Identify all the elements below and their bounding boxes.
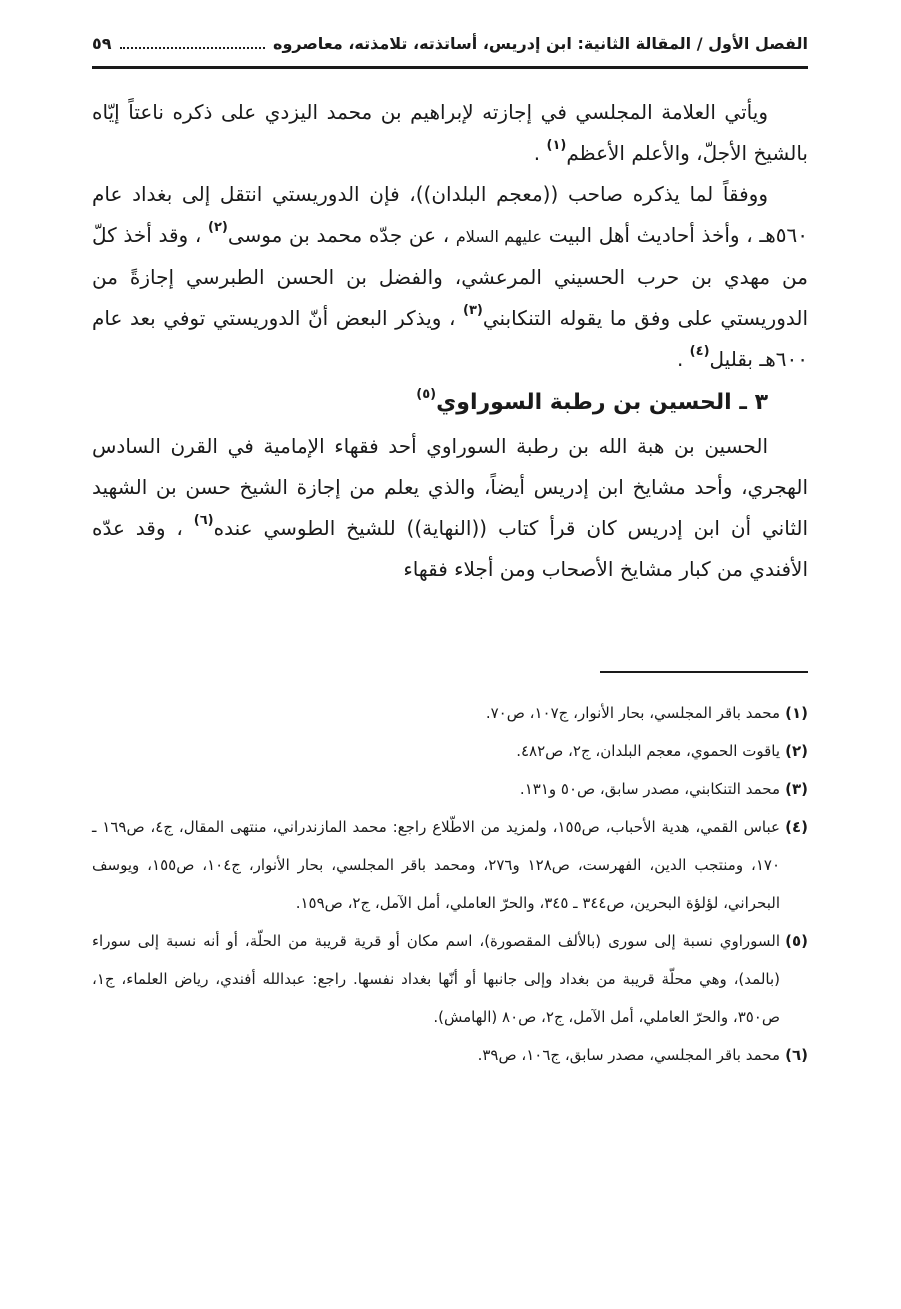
section-heading-text: ٣ ـ الحسين بن رطبة السوراوي	[436, 390, 768, 415]
paragraph-3	[92, 426, 808, 590]
footnote-number: (٤)	[785, 818, 808, 836]
footnote-text: ياقوت الحموي، معجم البلدان، ج٢، ص٤٨٢.	[516, 742, 780, 760]
footnote-text: السوراوي نسبة إلى سورى (بالألف المقصورة)، اسم مكان أو قرية قريبة من الحلّة، أو أنه نسبة إلى سوراء (بالمد)، وهي محلّة قريبة من بغداد وإلى جانبها أو أنّها بغداد نفسها. راجع: عبدالله أفندي، رياض العلماء، ج١، ص٣٥٠، والحرّ العاملي، أمل الآمل، ج٢، ص٨٠ (الهامش).	[92, 932, 780, 1026]
header-rule	[92, 66, 808, 69]
footnote-2	[92, 732, 808, 770]
paragraph-1-end: .	[533, 141, 541, 165]
footnote-ref-3[interactable]: (٣)	[462, 303, 483, 318]
footnote-text: محمد التنكابني، مصدر سابق، ص٥٠ و١٣١.	[519, 780, 780, 798]
paragraph-2-end: .	[676, 347, 684, 371]
footnote-ref-5[interactable]: (٥)	[416, 387, 437, 402]
header-dot-leaders	[120, 47, 265, 49]
footnote-4	[92, 808, 808, 922]
footnote-number: (٣)	[785, 780, 808, 798]
paragraph-1	[92, 92, 808, 174]
paragraph-2-part-2: ، عن جدّه محمد بن موسى	[227, 223, 450, 247]
paragraph-1-text: ويأتي العلامة المجلسي في إجازته لإبراهيم بن محمد اليزدي على ذكره ناعتاً إيّاه بالشيخ الأجلّ، والأعلم الأعظم	[92, 100, 808, 165]
footnote-number: (٦)	[785, 1046, 808, 1064]
footnote-number: (٢)	[785, 742, 808, 760]
header-title: الفصل الأول / المقالة الثانية: ابن إدريس، أساتذته، تلامذته، معاصروه	[273, 34, 808, 53]
main-text	[92, 92, 808, 590]
footnote-text: محمد باقر المجلسي، مصدر سابق، ج١٠٦، ص٣٩.	[477, 1046, 780, 1064]
paragraph-2-part-1: ووفقاً لما يذكره صاحب ((معجم البلدان))، فإن الدوريستي انتقل إلى بغداد عام ٥٦٠هـ ، وأخذ أحاديث أهل البيت	[92, 182, 809, 247]
footnote-ref-6[interactable]: (٦)	[193, 513, 214, 528]
footnote-text: عباس القمي، هدية الأحباب، ص١٥٥، ولمزيد من الاطّلاع راجع: محمد المازندراني، منتهى المقال، ج٤، ص١٦٩ ـ ١٧٠، ومنتجب الدين، الفهرست، ص١٢٨ و٢٧٦، ومحمد باقر المجلسي، بحار الأنوار، ج١٠٤، ص١٥٥، ويوسف البحراني، لؤلؤة البحرين، ص٣٤٤ ـ ٣٤٥، والحرّ العاملي، أمل الآمل، ج٢، ص١٥٩.	[92, 818, 781, 912]
footnote-5	[92, 922, 808, 1036]
paragraph-3-part-2: ، وقد عدّه الأفندي من كبار مشايخ الأصحاب ومن أجلاء فقهاء	[92, 516, 808, 581]
honorific-glyph: عليهم السلام	[455, 227, 542, 246]
running-header	[92, 26, 808, 62]
footnote-ref-1[interactable]: (١)	[546, 138, 567, 153]
footnote-number: (٥)	[785, 932, 808, 950]
footnote-1	[92, 694, 808, 732]
footnote-ref-2[interactable]: (٢)	[208, 220, 228, 235]
footnote-3	[92, 770, 808, 808]
paragraph-2-part-3: ، وقد أخذ كلّ من مهدي بن حرب الحسيني المرعشي، والفضل بن الحسن الطبرسي إجازةً من الدوريستي على وفق ما يقوله التنكابني	[92, 223, 808, 330]
page-number: ٥٩	[92, 34, 112, 53]
paragraph-3-part-1: الحسين بن هبة الله بن رطبة السوراوي أحد فقهاء الإمامية في القرن السادس الهجري، وأحد مشايخ ابن إدريس أيضاً، والذي يعلم من إجازة الشيخ حسن بن الشهيد الثاني أن ابن إدريس كان قرأ كتاب ((النهاية)) للشيخ الطوسي عنده	[92, 434, 809, 540]
footnote-6	[92, 1036, 808, 1074]
paragraph-2	[92, 174, 808, 380]
section-heading	[92, 380, 808, 426]
footnote-text: محمد باقر المجلسي، بحار الأنوار، ج١٠٧، ص٧٠.	[485, 704, 780, 722]
footnote-number: (١)	[785, 704, 808, 722]
footnotes	[92, 694, 808, 1074]
footnote-separator	[600, 671, 808, 673]
footnote-ref-4[interactable]: (٤)	[689, 344, 710, 359]
paragraph-2-part-4: ، ويذكر البعض أنّ الدوريستي توفي بعد عام ٦٠٠هـ بقليل	[92, 306, 808, 371]
